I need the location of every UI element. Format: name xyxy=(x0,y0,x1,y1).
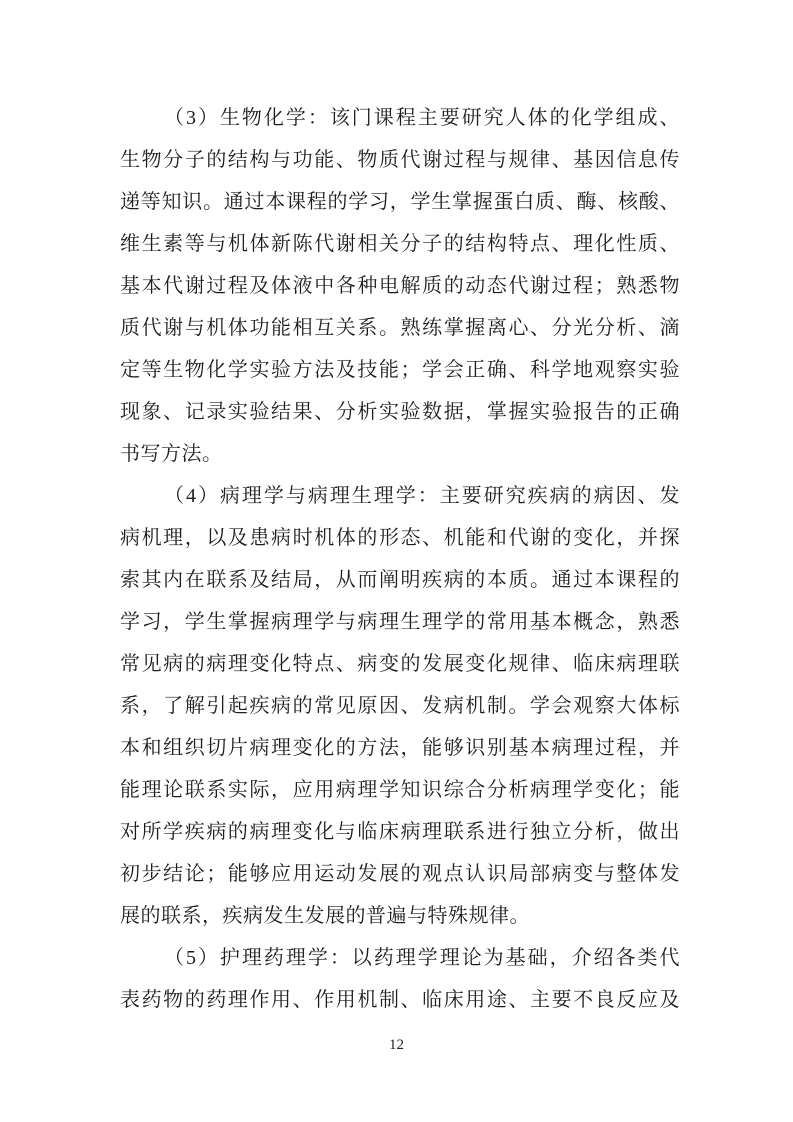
text-line: 质代谢与机体功能相互关系。熟练掌握离心、分光分析、滴 xyxy=(120,317,680,339)
paragraph-4 xyxy=(120,475,680,937)
text-line: 生物分子的结构与功能、物质代谢过程与规律、基因信息传 xyxy=(120,149,680,171)
text-line: 现象、记录实验结果、分析实验数据，掌握实验报告的正确 xyxy=(120,401,680,423)
text-line: 递等知识。通过本课程的学习，学生掌握蛋白质、酶、核酸、 xyxy=(120,191,680,213)
text-line: 索其内在联系及结局，从而阐明疾病的本质。通过本课程的 xyxy=(120,569,680,591)
page-number: 12 xyxy=(389,1037,404,1053)
text-line: 基本代谢过程及体液中各种电解质的动态代谢过程；熟悉物 xyxy=(120,275,680,297)
text-line: 初步结论；能够应用运动发展的观点认识局部病变与整体发 xyxy=(120,863,680,885)
text-line: 书写方法。 xyxy=(120,443,223,465)
text-line: 表药物的药理作用、作用机制、临床用途、主要不良反应及 xyxy=(120,989,680,1011)
text-line: 本和组织切片病理变化的方法，能够识别基本病理过程，并 xyxy=(120,737,680,759)
text-line: 病机理，以及患病时机体的形态、机能和代谢的变化，并探 xyxy=(120,527,680,549)
text-line: （3）生物化学：该门课程主要研究人体的化学组成、 xyxy=(164,107,680,129)
paragraph-3 xyxy=(120,97,680,475)
text-line: 定等生物化学实验方法及技能；学会正确、科学地观察实验 xyxy=(120,359,680,381)
text-line: 维生素等与机体新陈代谢相关分子的结构特点、理化性质、 xyxy=(120,233,680,255)
text-line: 展的联系，疾病发生发展的普遍与特殊规律。 xyxy=(120,905,530,927)
text-line: 对所学疾病的病理变化与临床病理联系进行独立分析，做出 xyxy=(120,821,680,843)
text-line: 能理论联系实际，应用病理学知识综合分析病理学变化；能 xyxy=(120,779,680,801)
paragraphs-container xyxy=(120,97,680,1021)
text-line: 系，了解引起疾病的常见原因、发病机制。学会观察大体标 xyxy=(120,695,680,717)
paragraph-5 xyxy=(120,937,680,1021)
text-line: 常见病的病理变化特点、病变的发展变化规律、临床病理联 xyxy=(120,653,680,675)
text-line: （4）病理学与病理生理学：主要研究疾病的病因、发 xyxy=(164,485,680,507)
text-line: （5）护理药理学：以药理学理论为基础，介绍各类代 xyxy=(164,947,680,969)
text-line: 学习，学生掌握病理学与病理生理学的常用基本概念，熟悉 xyxy=(120,611,680,633)
